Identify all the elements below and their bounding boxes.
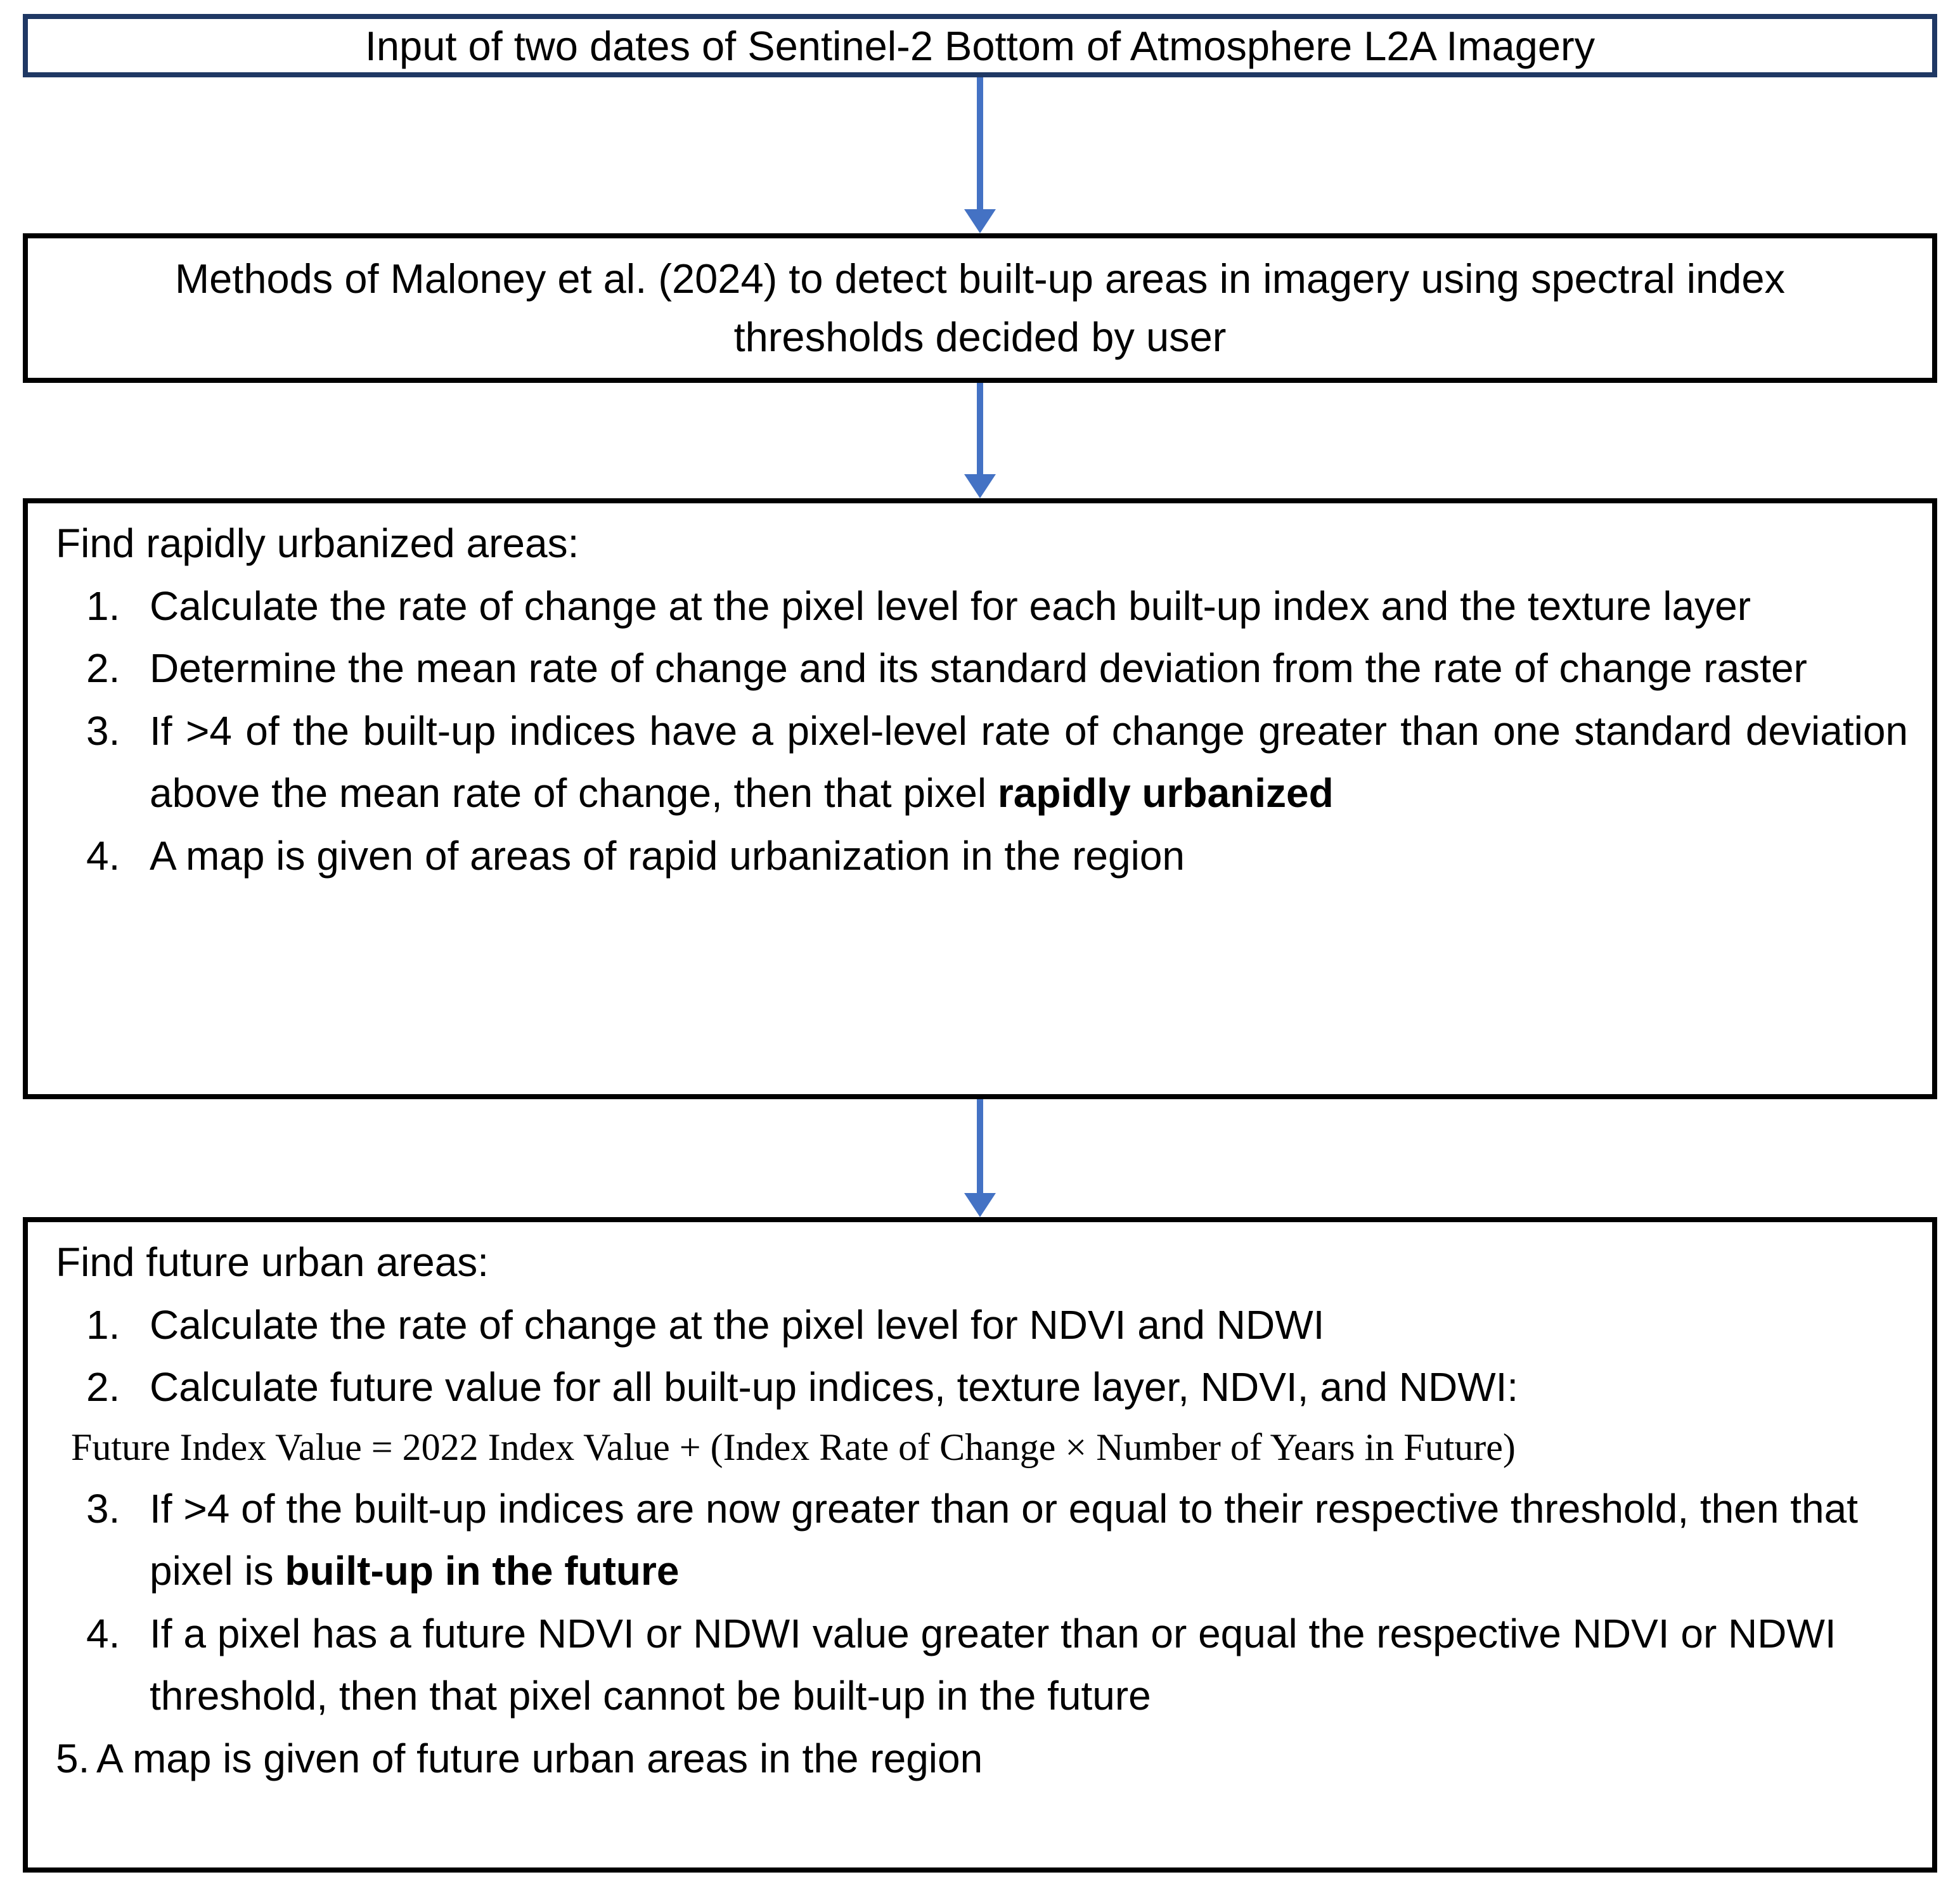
flow-arrow-1: [23, 77, 1937, 233]
item-text: Calculate the rate of change at the pixel level for each built-up index and the texture layer: [150, 583, 1751, 629]
methods-box: [23, 233, 1937, 383]
list-item: [86, 1356, 1908, 1419]
methods-box-text: Methods of Maloney et al. (2024) to detect built-up areas in imagery using spectral index thresholds decided by user: [175, 255, 1785, 360]
item-number: 3.: [86, 1485, 120, 1532]
list-item: [56, 1727, 1908, 1790]
item-number: 4.: [86, 832, 120, 879]
item-text: Calculate the rate of change at the pixel level for NDVI and NDWI: [150, 1301, 1325, 1348]
item-text: [150, 1478, 1908, 1603]
item-text-pre: If >4 of the built-up indices are now greater than or equal to their respective threshold, then that pixel is: [150, 1485, 1858, 1594]
item-number: 4.: [86, 1610, 120, 1656]
list-item: [86, 700, 1908, 825]
item-number: 1.: [86, 583, 120, 629]
item-text-pre: If >4 of the built-up indices have a pixel-level rate of change greater than one standard deviation above the mean rate of change, then that pixel: [150, 707, 1908, 816]
future-value-formula: Future Index Value = 2022 Index Value + (Index Rate of Change × Number of Years in Future): [71, 1426, 1516, 1468]
rapid-urbanization-box: [23, 498, 1937, 1099]
future-urban-box: [23, 1217, 1937, 1873]
rapid-box-title: Find rapidly urbanized areas:: [56, 520, 579, 566]
item-number: 2.: [86, 645, 120, 692]
item-text-bold: rapidly urbanized: [997, 770, 1334, 816]
list-item: [86, 1478, 1908, 1603]
flow-arrow-3: [23, 1099, 1937, 1217]
item-text: Determine the mean rate of change and its standard deviation from the rate of change raster: [150, 645, 1807, 692]
arrow-shaft: [977, 383, 983, 474]
arrow-shaft: [977, 1099, 983, 1193]
arrow-down-icon: [964, 1193, 996, 1217]
arrow-shaft: [977, 77, 983, 209]
list-item: [86, 1603, 1908, 1727]
item-text: If a pixel has a future NDVI or NDWI value greater than or equal the respective NDVI or NDWI threshold, then that pixel cannot be built-up in the future: [150, 1610, 1836, 1719]
arrow-down-icon: [964, 474, 996, 498]
item-text: A map is given of future urban areas in the region: [96, 1735, 983, 1781]
list-item: [86, 575, 1908, 638]
list-item: [86, 637, 1908, 700]
item-number: 5.: [56, 1735, 90, 1781]
input-box-text: Input of two dates of Sentinel-2 Bottom of Atmosphere L2A Imagery: [364, 22, 1596, 69]
item-text: A map is given of areas of rapid urbanization in the region: [150, 832, 1185, 879]
item-number: 3.: [86, 707, 120, 754]
list-item: [86, 1294, 1908, 1357]
item-number: 2.: [86, 1364, 120, 1410]
flow-arrow-2: [23, 383, 1937, 498]
item-number: 1.: [86, 1301, 120, 1348]
item-text: Calculate future value for all built-up indices, texture layer, NDVI, and NDWI:: [150, 1364, 1519, 1410]
list-item: [86, 825, 1908, 887]
arrow-down-icon: [964, 209, 996, 233]
item-text-bold: built-up in the future: [285, 1548, 680, 1594]
future-box-title: Find future urban areas:: [56, 1239, 489, 1285]
item-text: [150, 700, 1908, 825]
input-box: [23, 14, 1937, 77]
